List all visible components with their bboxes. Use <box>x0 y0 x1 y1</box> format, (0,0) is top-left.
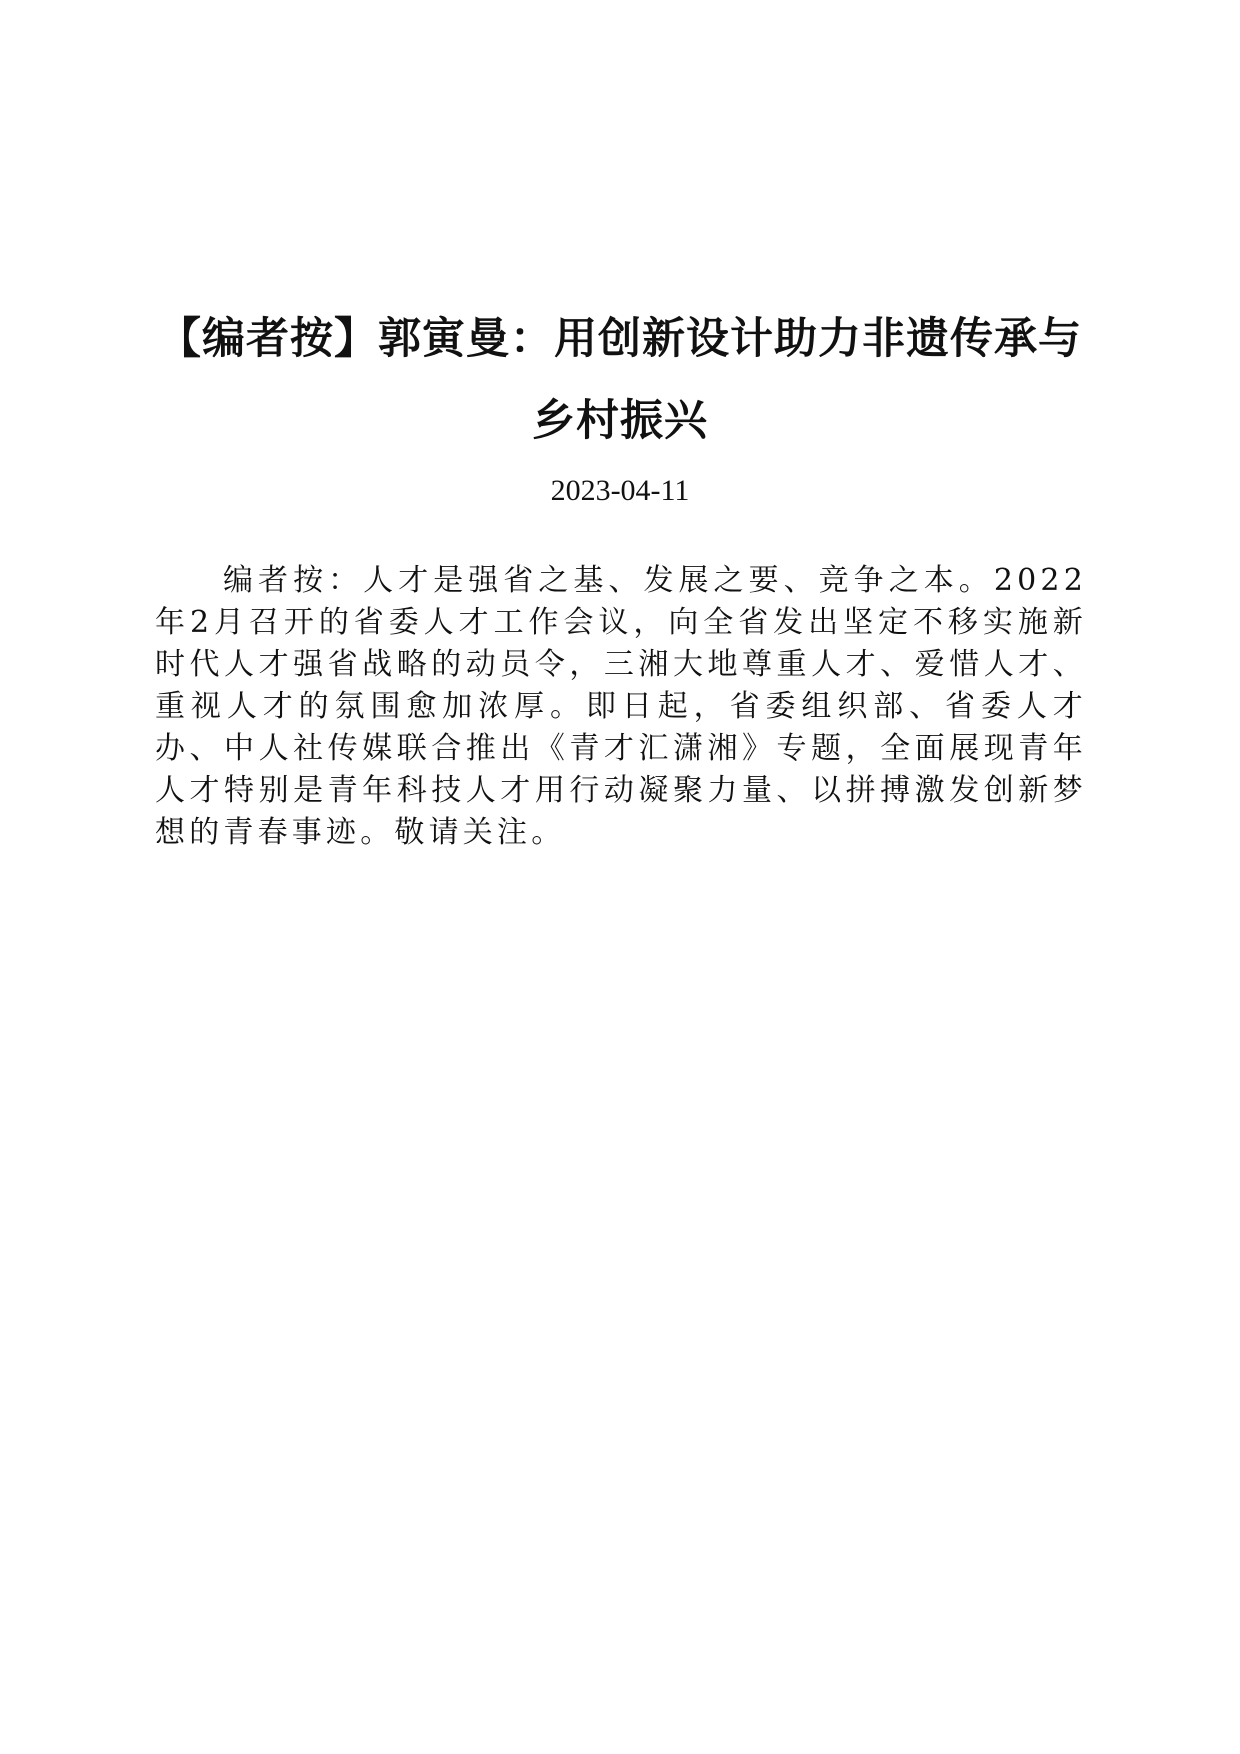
article-title: 【编者按】郭寅曼：用创新设计助力非遗传承与乡村振兴 <box>158 314 1082 446</box>
editor-note-paragraph: 编者按：人才是强省之基、发展之要、竞争之本。2022年2月召开的省委人才工作会议，向全省发出坚定不移实施新时代人才强省战略的动员令，三湘大地尊重人才、爱惜人才、重视人才的氛围愈加浓厚。即日起，省委组织部、省委人才办、中人社传媒联合推出《青才汇潇湘》专题，全面展现青年人才特别是青年科技人才用行动凝聚力量、以拼搏激发创新梦想的青春事迹。敬请关注。 <box>155 563 1087 850</box>
publish-date: 2023-04-11 <box>550 474 690 507</box>
